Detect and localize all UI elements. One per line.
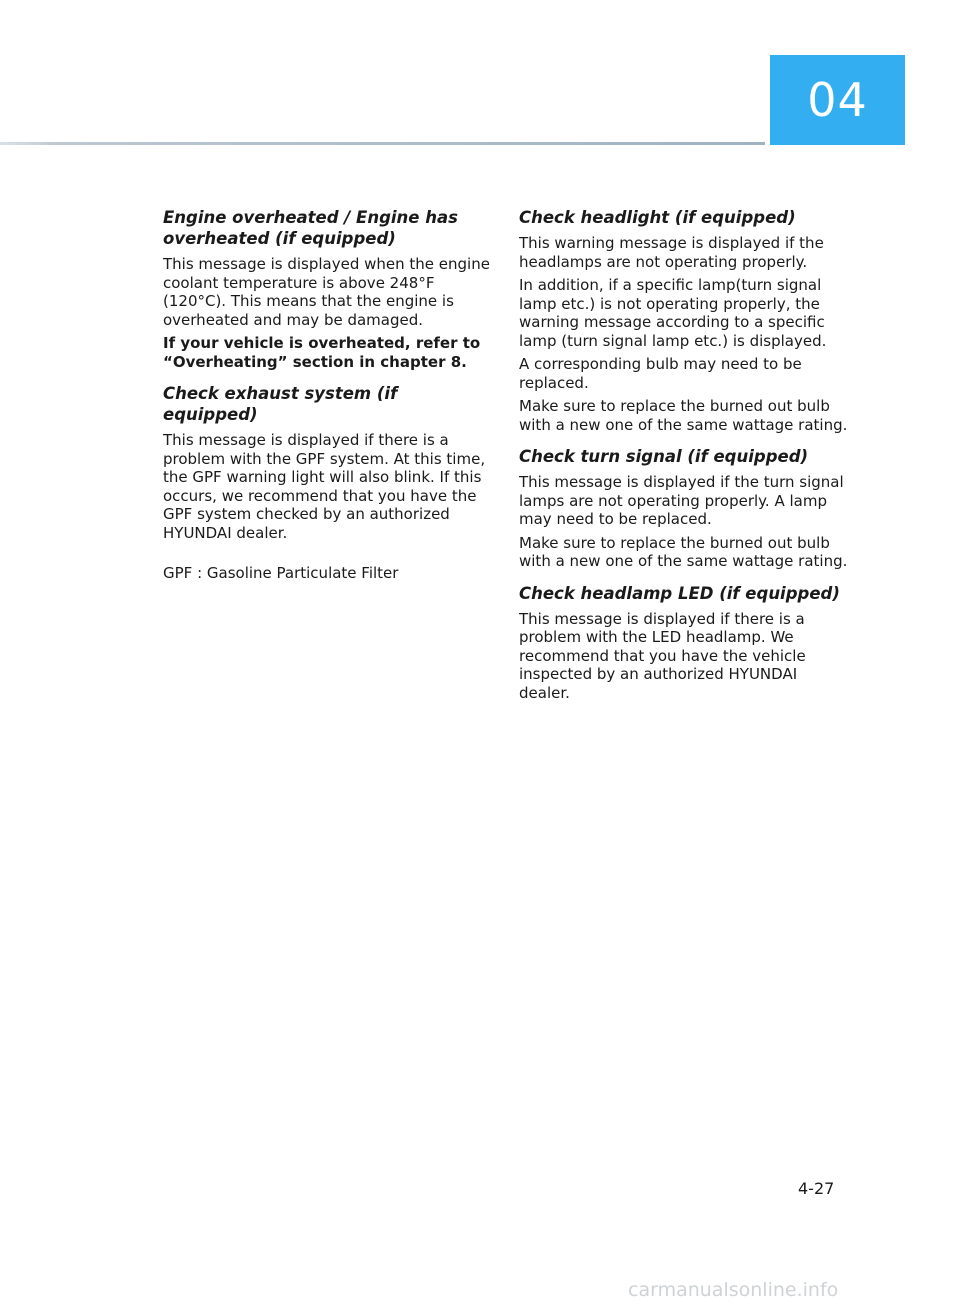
section-engine-overheated <box>163 207 493 371</box>
page-number: 4-27 <box>798 1179 835 1198</box>
header-rule <box>0 142 765 145</box>
section-heading: Check headlamp LED (if equipped) <box>519 583 840 603</box>
paragraph: This message is displayed if there is a problem with the LED headlamp. We recommend that you have the vehicle inspected by an authorized HYUNDAI dealer. <box>519 609 806 702</box>
section-check-headlight <box>519 207 849 434</box>
section-check-turn-signal <box>519 446 849 571</box>
section-check-exhaust <box>163 383 493 583</box>
section-heading: Check headlight (if equipped) <box>519 208 796 227</box>
paragraph: This message is displayed if the turn signal lamps are not operating properly. A lamp may need to be replaced. <box>519 473 844 528</box>
paragraph: This warning message is displayed if the headlamps are not operating properly. <box>519 234 824 271</box>
paragraph-abbreviation: GPF : Gasoline Particulate Filter <box>163 564 399 582</box>
left-column <box>163 207 493 595</box>
paragraph: This message is displayed when the engine coolant temperature is above 248°F (120°C). This means that the engine is overheated and may be damaged. <box>163 255 490 329</box>
section-heading: Check turn signal (if equipped) <box>519 447 809 466</box>
section-heading: Check exhaust system (if equipped) <box>163 384 398 424</box>
paragraph: Make sure to replace the burned out bulb with a new one of the same wattage rating. <box>519 533 848 570</box>
chapter-tab: 04 <box>770 55 905 145</box>
watermark: carmanualsonline.info <box>628 1279 839 1301</box>
paragraph: In addition, if a specific lamp(turn signal lamp etc.) is not operating properly, the warning message according to a specific lamp (turn signal lamp etc.) is displayed. <box>519 276 827 350</box>
right-column <box>519 207 849 714</box>
section-heading: Engine overheated / Engine has overheated (if equipped) <box>163 208 458 248</box>
paragraph: Make sure to replace the burned out bulb with a new one of the same wattage rating. <box>519 397 848 434</box>
paragraph: A corresponding bulb may need to be replaced. <box>519 355 802 392</box>
section-check-headlamp-led <box>519 583 849 703</box>
paragraph: This message is displayed if there is a problem with the GPF system. At this time, the GPF warning light will also blink. If this occurs, we recommend that you have the GPF system checked by an authorized HYUNDAI dealer. <box>163 431 486 542</box>
paragraph-note: If your vehicle is overheated, refer to “Overheating” section in chapter 8. <box>163 334 481 371</box>
